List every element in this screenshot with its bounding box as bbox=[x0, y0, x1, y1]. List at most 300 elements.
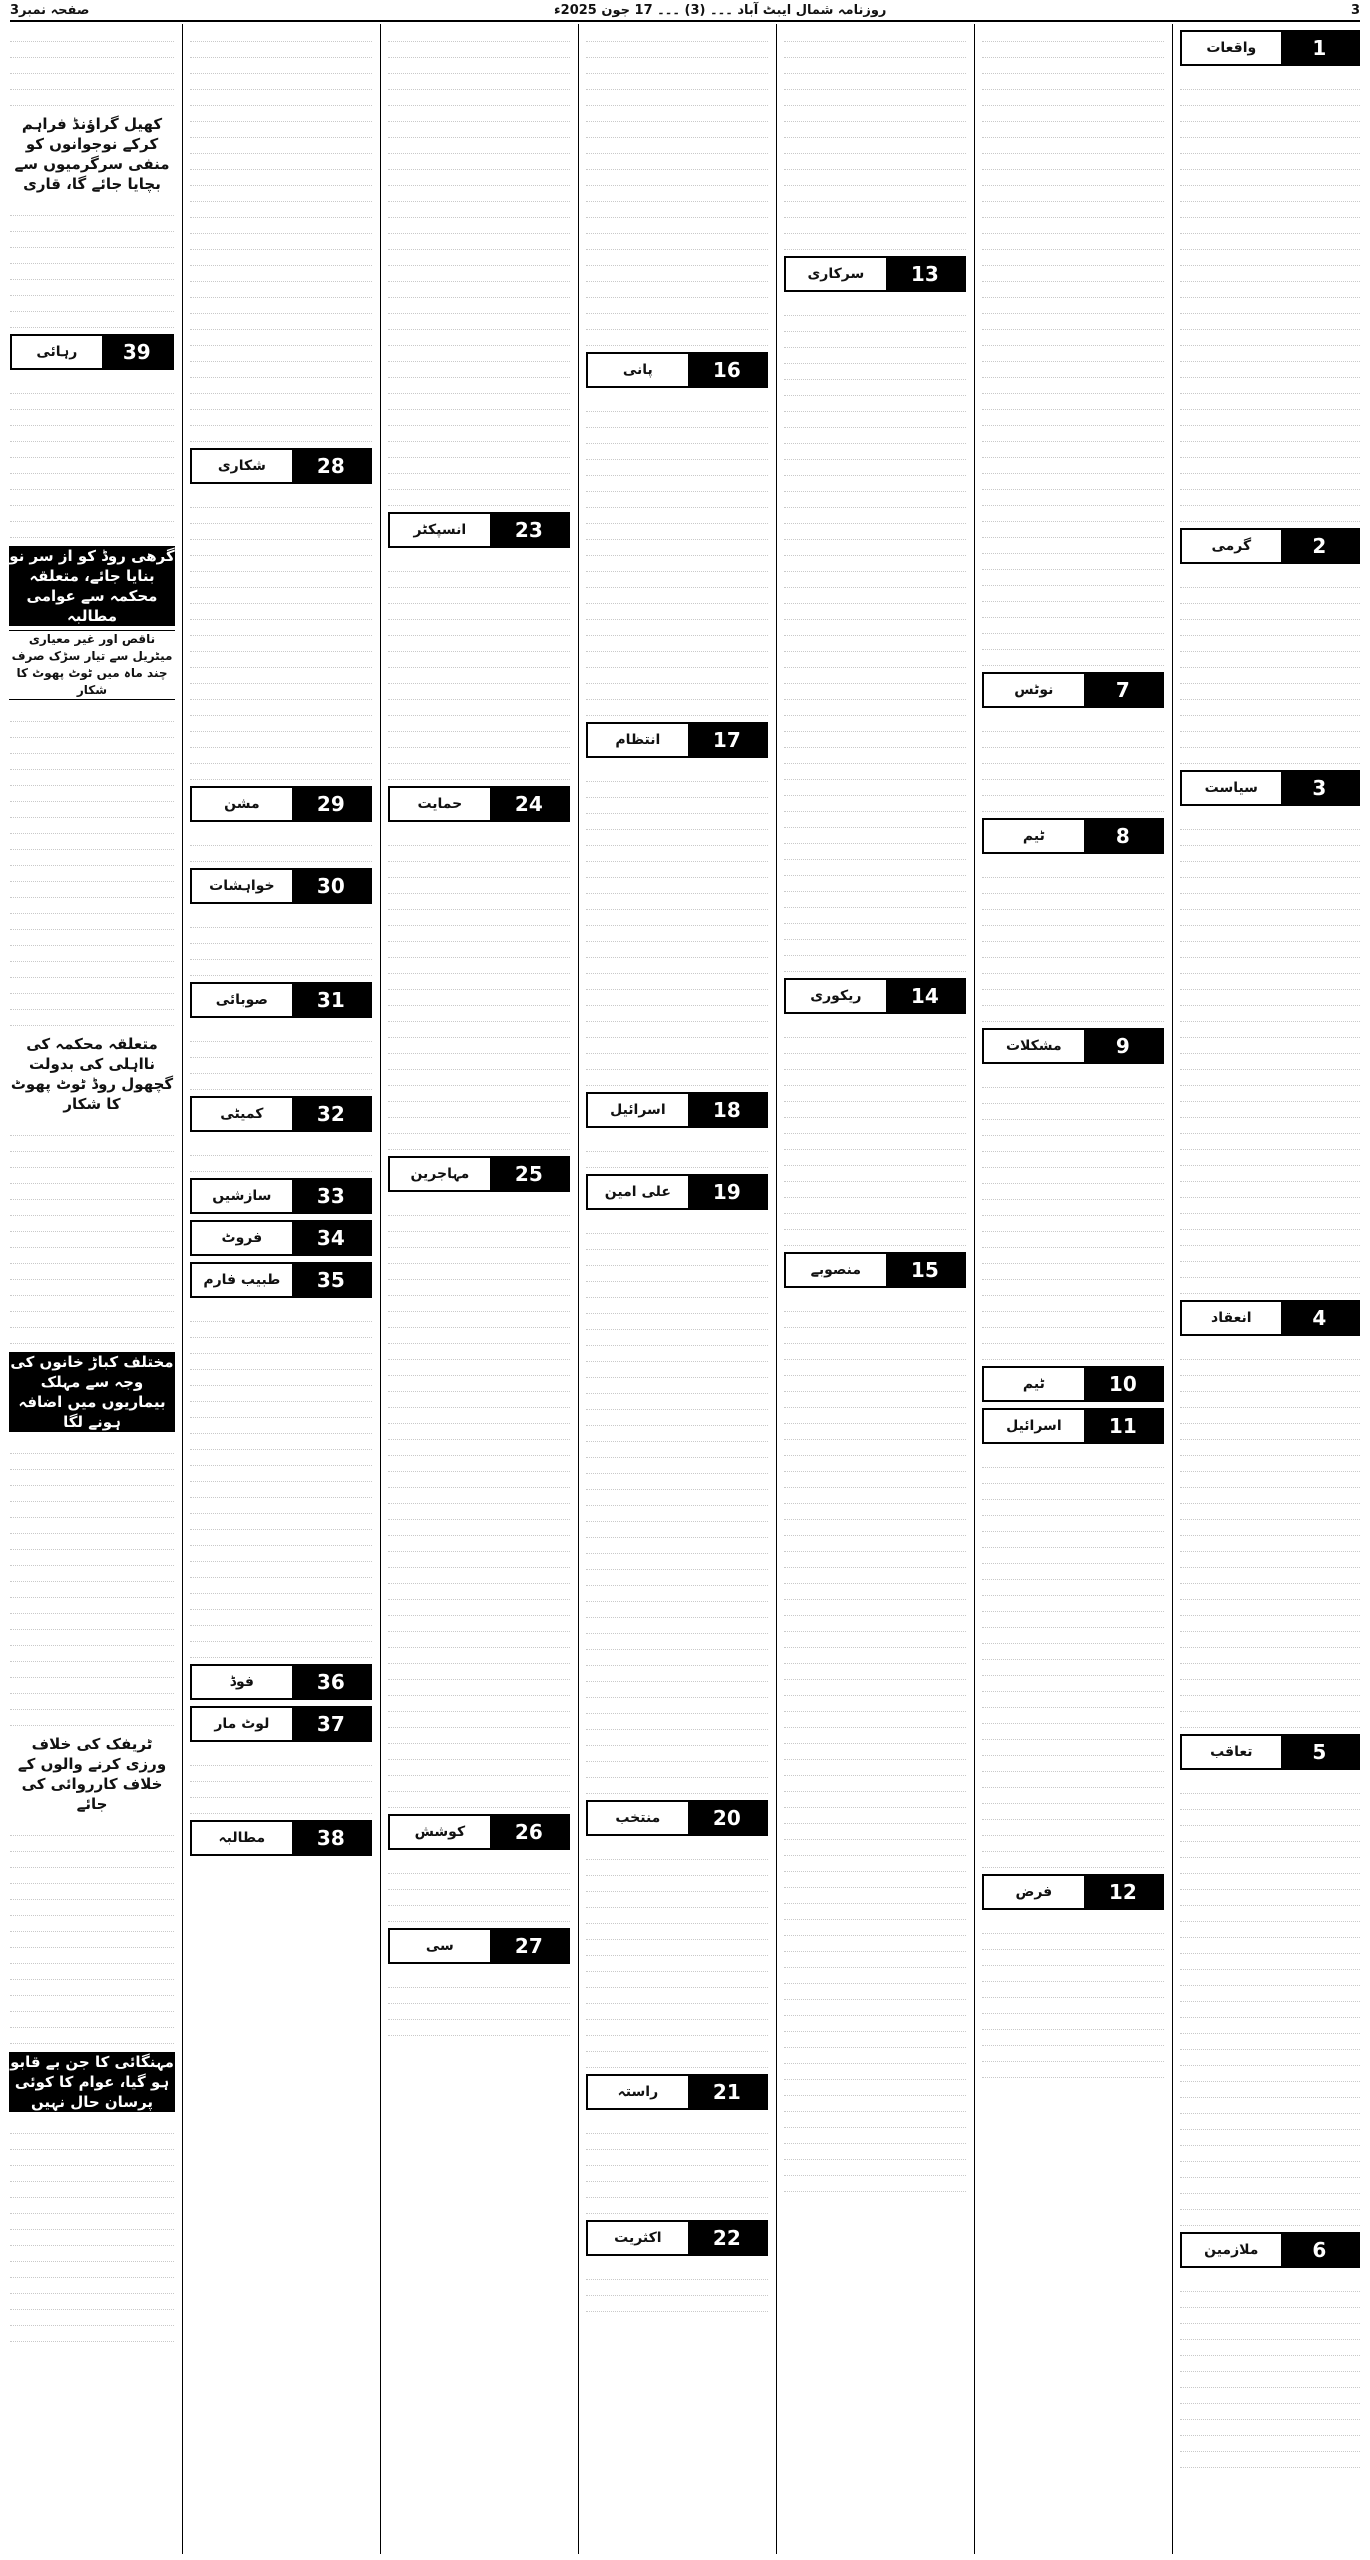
continuation-number-value: 2 bbox=[1312, 534, 1327, 558]
text-line bbox=[784, 1456, 966, 1472]
continuation-keyword: کوشش bbox=[390, 1816, 490, 1848]
text-line bbox=[388, 58, 570, 74]
text-line bbox=[784, 1022, 966, 1038]
text-line bbox=[784, 2112, 966, 2128]
text-line bbox=[586, 1940, 768, 1956]
text-line bbox=[1180, 862, 1360, 878]
text-line bbox=[982, 1918, 1164, 1934]
continuation-number bbox=[490, 788, 568, 820]
text-line bbox=[982, 716, 1164, 732]
text-line bbox=[388, 1664, 570, 1680]
text-line bbox=[10, 232, 174, 248]
column-6 bbox=[186, 24, 376, 2554]
continuation-keyword: لوٹ مار bbox=[192, 1708, 292, 1740]
text-line bbox=[190, 1766, 372, 1782]
continuation-keyword: سی bbox=[390, 1930, 490, 1962]
text-line bbox=[190, 1610, 372, 1626]
text-line bbox=[10, 1900, 174, 1916]
continuation-number bbox=[1281, 32, 1358, 64]
continuation-keyword: اسرائیل bbox=[984, 1410, 1084, 1442]
text-line bbox=[388, 572, 570, 588]
text-line bbox=[982, 282, 1164, 298]
text-line bbox=[784, 26, 966, 42]
text-line bbox=[1180, 814, 1360, 830]
article-text-block bbox=[582, 2262, 772, 2312]
text-line bbox=[388, 1376, 570, 1392]
article-text-block bbox=[384, 24, 574, 506]
article-text-block bbox=[186, 1138, 376, 1172]
text-line bbox=[190, 314, 372, 330]
text-line bbox=[1180, 926, 1360, 942]
text-line bbox=[586, 556, 768, 572]
text-line bbox=[586, 508, 768, 524]
text-line bbox=[586, 2280, 768, 2296]
text-line bbox=[10, 312, 174, 328]
article-text-block bbox=[1176, 570, 1364, 764]
text-line bbox=[10, 490, 174, 506]
text-line bbox=[190, 700, 372, 716]
continuation-keyword: منصوبے bbox=[786, 1254, 886, 1286]
text-line bbox=[982, 1312, 1164, 1328]
text-line bbox=[388, 1728, 570, 1744]
headline: ٹریفک کی خلاف ورزی کرنے والوں کے خلاف کارروائی کی جائے bbox=[17, 1735, 167, 1813]
text-line bbox=[388, 1440, 570, 1456]
text-line bbox=[190, 588, 372, 604]
text-line bbox=[10, 2166, 174, 2182]
text-line bbox=[586, 1394, 768, 1410]
continuation-number bbox=[1084, 1030, 1162, 1062]
text-line bbox=[586, 1554, 768, 1570]
text-line bbox=[982, 138, 1164, 154]
text-line bbox=[1180, 1038, 1360, 1054]
text-line bbox=[586, 412, 768, 428]
text-line bbox=[1180, 2404, 1360, 2420]
text-line bbox=[388, 1792, 570, 1808]
text-line bbox=[1180, 266, 1360, 282]
text-line bbox=[190, 524, 372, 540]
text-line bbox=[190, 170, 372, 186]
text-line bbox=[10, 1964, 174, 1980]
text-line bbox=[586, 2150, 768, 2166]
text-line bbox=[388, 378, 570, 394]
text-line bbox=[388, 1744, 570, 1760]
text-line bbox=[982, 1136, 1164, 1152]
text-line bbox=[1180, 910, 1360, 926]
text-line bbox=[388, 1134, 570, 1150]
text-line bbox=[784, 428, 966, 444]
text-line bbox=[388, 154, 570, 170]
text-line bbox=[388, 1472, 570, 1488]
text-line bbox=[784, 1360, 966, 1376]
text-line bbox=[586, 1762, 768, 1778]
text-line bbox=[388, 1424, 570, 1440]
text-line bbox=[586, 668, 768, 684]
text-line bbox=[388, 716, 570, 732]
text-line bbox=[784, 940, 966, 956]
text-line bbox=[190, 1042, 372, 1058]
text-line bbox=[1180, 1970, 1360, 1986]
text-line bbox=[586, 282, 768, 298]
text-line bbox=[10, 42, 174, 58]
text-line bbox=[784, 1086, 966, 1102]
continuation-number bbox=[292, 1666, 370, 1698]
text-line bbox=[586, 1410, 768, 1426]
text-line bbox=[1180, 2388, 1360, 2404]
text-line bbox=[586, 1698, 768, 1714]
text-line bbox=[784, 1840, 966, 1856]
text-line bbox=[586, 1892, 768, 1908]
text-line bbox=[10, 90, 174, 106]
text-line bbox=[982, 2046, 1164, 2062]
continuation-number bbox=[1281, 1736, 1358, 1768]
continuation-keyword: ریکوری bbox=[786, 980, 886, 1012]
text-line bbox=[388, 394, 570, 410]
text-line bbox=[10, 216, 174, 232]
continuation-keyword: صوبائی bbox=[192, 984, 292, 1016]
text-line bbox=[784, 780, 966, 796]
continuation-number-value: 5 bbox=[1312, 1740, 1327, 1764]
text-line bbox=[982, 1836, 1164, 1852]
text-line bbox=[190, 378, 372, 394]
dateline: روزنامہ شمال ایبٹ آباد ۔۔۔ (3) ۔۔۔ 17 جون 2025ء bbox=[554, 2, 887, 18]
text-line bbox=[784, 1728, 966, 1744]
continuation-keyword: ٹیم bbox=[984, 1368, 1084, 1400]
text-line bbox=[388, 652, 570, 668]
text-line bbox=[784, 796, 966, 812]
text-line bbox=[982, 1344, 1164, 1360]
text-line bbox=[586, 1618, 768, 1634]
text-line bbox=[1180, 1456, 1360, 1472]
text-line bbox=[1180, 1584, 1360, 1600]
text-line bbox=[1180, 1278, 1360, 1294]
text-line bbox=[1180, 2002, 1360, 2018]
continuation-keyword: رہائی bbox=[12, 336, 102, 368]
continuation-number bbox=[886, 258, 964, 290]
text-line bbox=[982, 394, 1164, 410]
text-line bbox=[388, 1070, 570, 1086]
text-line bbox=[982, 2062, 1164, 2078]
text-line bbox=[388, 1264, 570, 1280]
text-line bbox=[190, 1782, 372, 1798]
continuation-number-value: 4 bbox=[1312, 1306, 1327, 1330]
text-line bbox=[586, 1234, 768, 1250]
text-line bbox=[784, 1552, 966, 1568]
text-line bbox=[190, 1386, 372, 1402]
article-text-block bbox=[780, 24, 970, 250]
text-line bbox=[784, 1584, 966, 1600]
text-line bbox=[388, 1536, 570, 1552]
text-line bbox=[586, 26, 768, 42]
text-line bbox=[586, 1054, 768, 1070]
text-line bbox=[190, 202, 372, 218]
text-line bbox=[784, 828, 966, 844]
text-line bbox=[586, 910, 768, 926]
text-line bbox=[1180, 1376, 1360, 1392]
text-line bbox=[982, 1708, 1164, 1724]
text-line bbox=[586, 106, 768, 122]
text-line bbox=[388, 1972, 570, 1988]
continuation-number-value: 30 bbox=[316, 874, 345, 898]
text-line bbox=[586, 1022, 768, 1038]
text-line bbox=[388, 1392, 570, 1408]
text-line bbox=[784, 748, 966, 764]
text-line bbox=[586, 814, 768, 830]
text-line bbox=[982, 1168, 1164, 1184]
text-line bbox=[10, 1980, 174, 1996]
text-line bbox=[190, 250, 372, 266]
text-line bbox=[982, 748, 1164, 764]
text-line bbox=[1180, 2324, 1360, 2340]
text-line bbox=[982, 1788, 1164, 1804]
text-line bbox=[586, 1876, 768, 1892]
text-line bbox=[388, 2020, 570, 2036]
text-line bbox=[982, 1596, 1164, 1612]
text-line bbox=[1180, 1198, 1360, 1214]
text-line bbox=[982, 910, 1164, 926]
text-line bbox=[1180, 1954, 1360, 1970]
text-line bbox=[388, 282, 570, 298]
text-line bbox=[190, 1798, 372, 1814]
text-line bbox=[10, 2134, 174, 2150]
text-line bbox=[388, 1600, 570, 1616]
text-line bbox=[982, 218, 1164, 234]
text-line bbox=[388, 1456, 570, 1472]
text-line bbox=[982, 26, 1164, 42]
text-line bbox=[784, 1648, 966, 1664]
text-line bbox=[784, 636, 966, 652]
text-line bbox=[10, 474, 174, 490]
article-text-block bbox=[978, 1070, 1168, 1360]
text-line bbox=[190, 346, 372, 362]
text-line bbox=[784, 154, 966, 170]
article-text-block bbox=[1176, 2274, 1364, 2468]
text-line bbox=[586, 1070, 768, 1086]
text-line bbox=[784, 90, 966, 106]
text-line bbox=[388, 1312, 570, 1328]
text-line bbox=[10, 1852, 174, 1868]
continuation-number bbox=[102, 336, 172, 368]
text-line bbox=[388, 298, 570, 314]
text-line bbox=[784, 2032, 966, 2048]
text-line bbox=[586, 990, 768, 1006]
text-line bbox=[982, 1660, 1164, 1676]
continuation-number bbox=[1084, 1876, 1162, 1908]
continuation-number-value: 19 bbox=[712, 1180, 741, 1204]
text-line bbox=[784, 572, 966, 588]
text-line bbox=[388, 1874, 570, 1890]
text-line bbox=[388, 894, 570, 910]
text-line bbox=[190, 1578, 372, 1594]
text-line bbox=[982, 58, 1164, 74]
continuation-number bbox=[688, 724, 766, 756]
text-line bbox=[982, 330, 1164, 346]
text-line bbox=[784, 396, 966, 412]
text-line bbox=[784, 42, 966, 58]
text-line bbox=[586, 138, 768, 154]
text-line bbox=[784, 492, 966, 508]
text-line bbox=[190, 1450, 372, 1466]
continuation-keyword: علی امین bbox=[588, 1176, 688, 1208]
continuation-keyword: منتخب bbox=[588, 1802, 688, 1834]
text-line bbox=[586, 1136, 768, 1152]
text-line bbox=[1180, 1552, 1360, 1568]
text-line bbox=[10, 1868, 174, 1884]
text-line bbox=[1180, 620, 1360, 636]
text-line bbox=[190, 556, 372, 572]
text-line bbox=[10, 1312, 174, 1328]
article-text-block bbox=[186, 1748, 376, 1814]
text-line bbox=[190, 282, 372, 298]
text-line bbox=[586, 2296, 768, 2312]
text-line bbox=[586, 314, 768, 330]
continuation-number-value: 6 bbox=[1312, 2238, 1327, 2262]
text-line bbox=[982, 314, 1164, 330]
text-line bbox=[388, 1858, 570, 1874]
article-text-block bbox=[978, 1916, 1168, 2078]
text-line bbox=[784, 300, 966, 316]
text-line bbox=[388, 556, 570, 572]
continuation-number-value: 7 bbox=[1115, 678, 1130, 702]
text-line bbox=[10, 1328, 174, 1344]
text-line bbox=[586, 154, 768, 170]
article-text-block bbox=[186, 1304, 376, 1658]
text-line bbox=[1180, 1392, 1360, 1408]
text-line bbox=[388, 1584, 570, 1600]
text-line bbox=[586, 1490, 768, 1506]
text-line bbox=[388, 926, 570, 942]
text-line bbox=[982, 154, 1164, 170]
text-line bbox=[388, 1680, 570, 1696]
text-line bbox=[982, 1072, 1164, 1088]
article-text-block bbox=[384, 1856, 574, 1922]
text-line bbox=[982, 926, 1164, 942]
text-line bbox=[1180, 202, 1360, 218]
text-line bbox=[784, 2016, 966, 2032]
text-line bbox=[1180, 1536, 1360, 1552]
headline: متعلقہ محکمہ کی نااہلی کی بدولت گچھول روڈ ٹوٹ پھوٹ کا شکار bbox=[10, 1035, 174, 1113]
text-line bbox=[388, 1988, 570, 2004]
text-line bbox=[982, 894, 1164, 910]
text-line bbox=[784, 1440, 966, 1456]
continuation-keyword: شکاری bbox=[192, 450, 292, 482]
text-line bbox=[388, 138, 570, 154]
continuation-keyword: خواہشات bbox=[192, 870, 292, 902]
text-line bbox=[586, 298, 768, 314]
continuation-number bbox=[292, 788, 370, 820]
text-line bbox=[1180, 2356, 1360, 2372]
text-line bbox=[10, 200, 174, 216]
article-text-block bbox=[186, 490, 376, 780]
continuation-box-20 bbox=[586, 1800, 768, 1836]
text-line bbox=[388, 1006, 570, 1022]
text-line bbox=[388, 1038, 570, 1054]
continuation-number bbox=[292, 1708, 370, 1740]
text-line bbox=[388, 234, 570, 250]
continuation-number-value: 8 bbox=[1115, 824, 1130, 848]
continuation-number-value: 25 bbox=[514, 1162, 543, 1186]
text-line bbox=[784, 1664, 966, 1680]
text-line bbox=[586, 846, 768, 862]
text-line bbox=[388, 1616, 570, 1632]
text-line bbox=[10, 722, 174, 738]
text-line bbox=[586, 1682, 768, 1698]
text-line bbox=[10, 882, 174, 898]
text-line bbox=[190, 1482, 372, 1498]
text-line bbox=[190, 620, 372, 636]
text-line bbox=[586, 2166, 768, 2182]
text-line bbox=[784, 1520, 966, 1536]
continuation-keyword: راستہ bbox=[588, 2076, 688, 2108]
text-line bbox=[10, 1916, 174, 1932]
text-line bbox=[1180, 1890, 1360, 1906]
text-line bbox=[10, 1232, 174, 1248]
text-line bbox=[10, 1836, 174, 1852]
text-line bbox=[982, 1628, 1164, 1644]
continuation-box-28 bbox=[190, 448, 372, 484]
text-line bbox=[784, 218, 966, 234]
article-text-block bbox=[780, 298, 970, 972]
text-line bbox=[784, 604, 966, 620]
text-line bbox=[1180, 636, 1360, 652]
continuation-number-value: 9 bbox=[1115, 1034, 1130, 1058]
continuation-number bbox=[490, 514, 568, 546]
text-line bbox=[586, 878, 768, 894]
text-line bbox=[784, 1230, 966, 1246]
article-text-block bbox=[6, 198, 178, 328]
text-line bbox=[586, 620, 768, 636]
continuation-keyword: نوٹس bbox=[984, 674, 1084, 706]
text-line bbox=[586, 1250, 768, 1266]
text-line bbox=[1180, 1134, 1360, 1150]
text-line bbox=[1180, 90, 1360, 106]
text-line bbox=[982, 1934, 1164, 1950]
continuation-number bbox=[292, 450, 370, 482]
continuation-number-value: 3 bbox=[1312, 776, 1327, 800]
article-text-block bbox=[6, 2116, 178, 2342]
text-line bbox=[982, 122, 1164, 138]
text-line bbox=[586, 1860, 768, 1876]
text-line bbox=[388, 958, 570, 974]
text-line bbox=[982, 426, 1164, 442]
text-line bbox=[388, 1408, 570, 1424]
text-line bbox=[586, 1908, 768, 1924]
article-text-block bbox=[780, 1020, 970, 1246]
text-line bbox=[388, 170, 570, 186]
text-line bbox=[1180, 442, 1360, 458]
text-line bbox=[388, 106, 570, 122]
text-line bbox=[1180, 218, 1360, 234]
text-line bbox=[388, 362, 570, 378]
text-line bbox=[10, 280, 174, 296]
text-line bbox=[190, 508, 372, 524]
text-line bbox=[10, 1200, 174, 1216]
text-line bbox=[586, 1570, 768, 1586]
text-line bbox=[1180, 1424, 1360, 1440]
text-line bbox=[1180, 878, 1360, 894]
text-line bbox=[10, 2294, 174, 2310]
article-text-block bbox=[978, 1450, 1168, 1868]
text-line bbox=[10, 1120, 174, 1136]
text-line bbox=[982, 1756, 1164, 1772]
text-line bbox=[784, 2176, 966, 2192]
text-line bbox=[190, 1434, 372, 1450]
text-line bbox=[982, 506, 1164, 522]
continuation-keyword: اکثریت bbox=[588, 2222, 688, 2254]
text-line bbox=[1180, 748, 1360, 764]
continuation-number bbox=[292, 984, 370, 1016]
text-line bbox=[982, 1724, 1164, 1740]
continuation-box-37 bbox=[190, 1706, 372, 1742]
